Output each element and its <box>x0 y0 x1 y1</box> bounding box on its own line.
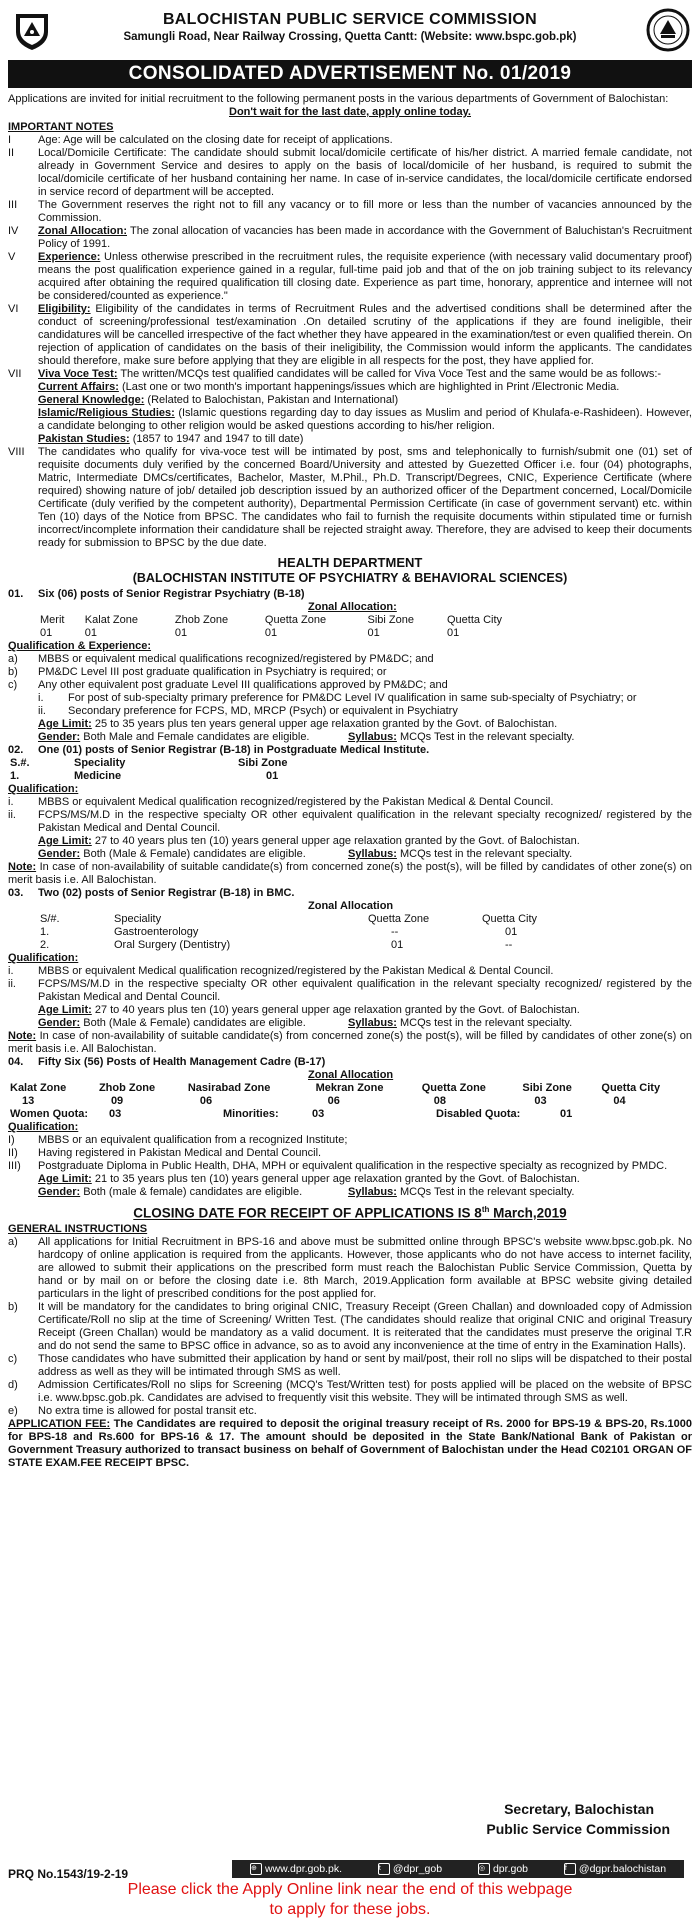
post-04-title <box>8 1056 692 1069</box>
qualification-item: II) Having registered in Pakistan Medical and Dental Council. <box>8 1147 322 1159</box>
post-number: 02. <box>8 744 24 756</box>
qualification-item: b) PM&DC Level III post graduate qualification in Psychiatry is required; or <box>8 666 387 678</box>
dpr-facebook[interactable]: f @dgpr.balochistan <box>564 1863 667 1875</box>
post-03-qualifications <box>8 965 692 1004</box>
post-03-note: Note: In case of non-availability of suitable candidate(s) from concerned zone(s) the post(s), will be filled by candidates of other zone(s) on merit basis i.e. All Balochistan. <box>8 1030 692 1055</box>
prq-number: PRQ No.1543/19-2-19 <box>8 1867 129 1881</box>
post-02-title <box>8 744 692 757</box>
zone-cell: Mekran Zone <box>315 1082 384 1094</box>
zone-cell: Quetta City <box>601 1082 661 1094</box>
zone-cell: Zhob Zone <box>98 1082 156 1094</box>
zone-cell: 01 <box>367 627 380 639</box>
post-01-sub-qualifications <box>38 692 692 718</box>
post-number: 04. <box>8 1056 24 1068</box>
general-instruction: e) No extra time is allowed for postal transit etc. <box>8 1404 257 1417</box>
intro-apply-online: Don't wait for the last date, apply online today. <box>229 106 471 118</box>
general-instructions-list <box>8 1236 692 1418</box>
facebook-icon: f <box>564 1863 576 1875</box>
post-04-zonal-table <box>8 1082 692 1108</box>
important-note: III The Government reserves the right not to fill any vacancy or to fill more or less than the number of vacancies announced by the Commission. <box>8 199 692 224</box>
zone-cell: 09 <box>110 1095 124 1107</box>
zone-cell: Merit <box>40 614 65 626</box>
twitter-icon: t <box>378 1863 390 1875</box>
general-instruction: d) Admission Certificates/Roll no slips for Screening (MCQ's Test/Written test) for posts applied will be placed on the website of BPSC i.e. www.bpsc.gob.pk. Candidates are advised to frequently visit this website. They will be intimated through SMS as well. <box>8 1378 692 1404</box>
qualification-item: I) MBBS or an equivalent qualification from a recognized Institute; <box>8 1134 348 1146</box>
post-04-age-limit: Age Limit: 21 to 35 years plus ten (10) years general upper age relaxation granted by the Govt. of Balochistan. <box>38 1173 580 1185</box>
post-01-age-limit: Age Limit: 25 to 35 years plus ten years general upper age relaxation granted by the Govt. of Balochistan. <box>38 718 558 730</box>
post-02-table: S.#. Speciality Sibi Zone 1. Medicine 01 <box>10 757 288 782</box>
sub-qualification-item: i. For post of sub-specialty primary preference for PM&DC Level IV qualification in same sub-specialty of Psychiatry; or <box>38 692 637 704</box>
zone-cell: Zhob Zone <box>174 614 229 626</box>
zone-cell: 06 <box>327 1095 340 1107</box>
post-03-age-limit: Age Limit: 27 to 40 years plus ten (10) years general upper age relaxation granted by the Govt. of Balochistan. <box>38 1004 580 1016</box>
post-04-gender-syllabus: Gender: Both (male & female) candidates are eligible. Syllabus: MCQs Test in the relevant specialty. <box>38 1186 575 1198</box>
post-03-title <box>8 887 692 900</box>
post-01-zonal-table <box>38 614 538 640</box>
post-title: Two (02) posts of Senior Registrar (B-18) in BMC. <box>38 887 295 899</box>
general-instructions-heading: GENERAL INSTRUCTIONS <box>8 1222 148 1235</box>
zone-cell: Quetta Zone <box>264 614 327 626</box>
dpr-instagram[interactable]: ◎ dpr.gob <box>478 1863 529 1875</box>
post-01-qualification-heading: Qualification & Experience: <box>8 640 152 652</box>
viva-voce-topics <box>38 381 692 446</box>
qualification-item: i. MBBS or equivalent Medical qualification recognized/registered by the Pakistan Medical & Dental Council. <box>8 965 554 977</box>
post-03-table: S/#. Speciality Quetta Zone Quetta City 1. Gastroenterology -- 01 2. Oral Surgery (Dentistry) 01 -- <box>40 913 538 951</box>
general-instruction: b) It will be mandatory for the candidates to bring original CNIC, Treasury Receipt (Green Challan) and downloaded copy of Admission Certificate/Roll no slip at the time of Screening/ Written Test. (The candidates should realize that original CNIC and original Treasury Receipt (Green Challan) would be mandatory as a valid document. It is reiterated that the candidates must preserve the original T.R and do not send the same to BPSC office in advance, so as to avoid any inconvenience at the time of entry in the Examination Halls). <box>8 1300 692 1352</box>
post-01-title <box>8 588 692 601</box>
advertisement-page <box>8 0 692 1470</box>
zone-cell: 13 <box>22 1095 35 1107</box>
important-note: VI Eligibility: Eligibility of the candidates in terms of Recruitment Rules and the advertised conditions shall be determined after the conduct of screening/professional test/examination .On detailed scrutiny of the applications if they are found ineligible, their candidatures will be cancelled irrespective of the fact whether they have appeared in the examination/test or even qualified therein. On rejection of application of candidates on the basis of their ineligibility, the Commission would inform the applicants. The candidates should therefore, make sure before applying that they are eligible in all respects for the post, they have applied for. <box>8 303 692 367</box>
viva-topic: Current Affairs: (Last one or two month's important happenings/issues which are highlighted in Print /Electronic Media. <box>38 381 620 393</box>
intro-text: Applications are invited for initial recruitment to the following permanent posts in the various departments of Government of Balochistan: <box>8 93 669 105</box>
zone-cell: 04 <box>613 1095 626 1107</box>
post-02-qualification-heading: Qualification: <box>8 783 79 795</box>
viva-topic: Islamic/Religious Studies: (Islamic questions regarding day to day issues as Muslim and period of Khulafa-e-Rashideen). However, a candidate belonging to other religion would be asked questions according to his/her religion. <box>38 407 692 432</box>
zone-cell: Nasirabad Zone <box>187 1082 271 1094</box>
important-note: I Age: Age will be calculated on the closing date for receipt of applications. <box>8 134 393 146</box>
zone-cell: 06 <box>199 1095 213 1107</box>
apply-online-notice: Please click the Apply Online link near the end of this webpage to apply for these jobs. <box>127 1881 573 1918</box>
post-number: 03. <box>8 887 24 899</box>
post-01-qualifications <box>8 653 692 692</box>
zone-cell: Sibi Zone <box>522 1082 572 1094</box>
bpsc-seal-icon <box>646 8 690 52</box>
general-instruction: c) Those candidates who have submitted their application by hand or sent by mail/post, their roll no slips will be dispatched to their postal address as well as they will be intimated through SMS as well. <box>8 1352 692 1378</box>
qualification-item: III) Postgraduate Diploma in Public Health, DHA, MPH or equivalent qualification in the respective specialty as recognized by PMDC. <box>8 1160 668 1172</box>
dpr-social-footer <box>232 1860 684 1878</box>
zone-cell: Sibi Zone <box>367 614 414 626</box>
zone-cell: 01 <box>84 627 98 639</box>
qualification-item: ii. FCPS/MS/M.D in the respective specialty OR other equivalent qualification in the relevant specialty recognized/ registered by the Pakistan Medical and Dental Council. <box>8 809 692 834</box>
post-02-qualifications <box>8 796 692 835</box>
general-instruction: a) All applications for Initial Recruitment in BPS-16 and above must be submitted online through BPSC's website www.bpsc.gob.pk. No hardcopy of online application is required from the applicants. However, those applicants who do not have access to internet facility, are allowed to submit their applications on the prescribed form must reach the Balochistan Public Service Commission, Quetta by hand or by mail on or before the closing date i.e. 8th March, 2019.Application form available at BPSC website giving detailed particulars in the light of prescribed conditions for the post applied for. <box>8 1235 692 1300</box>
post-04-quotas: Women Quota: 03 Minorities: 03 Disabled Quota: 01 <box>10 1108 573 1120</box>
important-note: IV Zonal Allocation: The zonal allocation of vacancies has been made in accordance with the Government of Baluchistan's Recruitment Policy of 1991. <box>8 225 692 250</box>
commission-address: Samungli Road, Near Railway Crossing, Quetta Cantt: (Website: www.bspc.gob.pk) <box>123 31 577 43</box>
note-number: VIII <box>8 446 25 458</box>
zone-cell: 01 <box>264 627 278 639</box>
commission-title: BALOCHISTAN PUBLIC SERVICE COMMISSION <box>162 11 538 28</box>
post-01-gender-syllabus: Gender: Both Male and Female candidates are eligible. Syllabus: MCQs Test in the relevant specialty. <box>38 731 575 743</box>
post-title: Six (06) posts of Senior Registrar Psychiatry (B-18) <box>38 588 305 600</box>
post-04-qualification-heading: Qualification: <box>8 1121 79 1133</box>
qualification-item: c) Any other equivalent post graduate Level III qualifications approved by PM&DC; and <box>8 679 448 691</box>
note-text: The candidates who qualify for viva-voce test will be intimated by post, sms and telephonically to furnish/submit one (01) set of requisite documents duly verified by the concerned Board/University and attested by Guezetted Officer i.e. four (04) photographs, Matric, Intermediate DMCs/certificates, Bachelor, Master, M.Phil., Ph.D. Transcript/Degrees, CNIC, Experience Certificate (where required) showing nature of job/ detailed job description issued by an authorized officer of the Department concerned, Local/Domicile Certificate (duly verified by the competent authority), Departmental Permission Certificate (in case of government servant) etc. within Ten (10) days of the Notice from BPSC. The candidates who fail to furnish the requisite documents within stipulated time or furnish incorrect/incomplete information their candidature shall be rejected straight away. Therefore, they are advised to keep their documents ready for submission to BPSC by the due date. <box>38 446 692 549</box>
closing-date: CLOSING DATE FOR RECEIPT OF APPLICATIONS IS 8th March,2019 <box>133 1205 567 1221</box>
header <box>8 6 692 58</box>
zone-cell: Quetta City <box>447 614 503 626</box>
important-note: V Experience: Unless otherwise prescribed in the recruitment rules, the requisite experience (with necessary valid documentary proof) means the post qualification experience gained in a regular, full-time paid job and that of the on job training subject to its relevancy acquired after obtaining the required qualification till closing date. Experience as part time, honorary, apprentice and internee will not be considered/counted as experience." <box>8 251 692 302</box>
post-03-gender-syllabus: Gender: Both (Male & Female) candidates are eligible. Syllabus: MCQs test in the relevant specialty. <box>38 1017 573 1029</box>
application-fee: APPLICATION FEE: The Candidates are required to deposit the original treasury receipt of Rs. 2000 for BPS-19 & BPS-20, Rs.1000 for BPS-18 and Rs.600 for BPS-16 & 17. The amount should be deposited in the State Bank/National Bank of Pakistan or Government Treasury authorized to transact business on behalf of Government of Balochistan under the Head C02101 ORGAN OF STATE EXAM.FEE RECEIPT BPSC. <box>8 1417 692 1469</box>
post-02-age-limit: Age Limit: 27 to 40 years plus ten (10) years general upper age relaxation granted by the Govt. of Balochistan. <box>38 835 580 847</box>
note-viii <box>8 446 692 550</box>
zone-cell: Kalat Zone <box>84 614 138 626</box>
qualification-item: a) MBBS or equivalent medical qualifications recognized/registered by PM&DC; and <box>8 653 434 665</box>
zone-cell: 01 <box>447 627 460 639</box>
qualification-item: ii. FCPS/MS/M.D in the respective specialty OR other equivalent qualification in the relevant specialty recognized/ registered by the Pakistan Medical and Dental Council. <box>8 978 692 1003</box>
advertisement-banner: CONSOLIDATED ADVERTISEMENT No. 01/2019 <box>8 60 692 88</box>
zone-cell: 03 <box>534 1095 547 1107</box>
dpr-website[interactable]: ⊕ www.dpr.gob.pk. <box>250 1863 342 1875</box>
qualification-item: i. MBBS or equivalent Medical qualification recognized/registered by the Pakistan Medical & Dental Council. <box>8 796 554 808</box>
sub-qualification-item: ii. Secondary preference for FCPS, MD, MRCP (Psych) or equivalent in Psychiatry <box>38 705 458 717</box>
zone-cell: 01 <box>174 627 188 639</box>
department-heading: HEALTH DEPARTMENT <box>277 555 423 570</box>
zone-cell: Kalat Zone <box>10 1082 67 1094</box>
post-03-zonal-label: Zonal Allocation <box>308 900 394 912</box>
post-02-gender-syllabus: Gender: Both (Male & Female) candidates are eligible. Syllabus: MCQs test in the relevant specialty. <box>38 848 573 860</box>
important-notes-heading: IMPORTANT NOTES <box>8 121 114 133</box>
viva-topic: Pakistan Studies: (1857 to 1947 and 1947 to till date) <box>38 433 304 445</box>
post-01-zonal-label: Zonal Allocation: <box>308 601 397 613</box>
secretary-signature: Secretary, Balochistan Public Service Commission <box>486 1801 670 1837</box>
important-note: VII Viva Voce Test: The written/MCQs test qualified candidates will be called for Viva Voce Test and the same would be as follows:- <box>8 368 662 380</box>
post-04-zonal-label: Zonal Allocation <box>308 1069 394 1081</box>
post-title: One (01) posts of Senior Registrar (B-18) in Postgraduate Medical Institute. <box>38 744 430 756</box>
zone-cell: Quetta Zone <box>421 1082 486 1094</box>
instagram-icon: ◎ <box>478 1863 490 1875</box>
institute-heading: (BALOCHISTAN INSTITUTE OF PSYCHIATRY & BEHAVIORAL SCIENCES) <box>132 571 568 585</box>
zone-cell: 08 <box>433 1095 446 1107</box>
dpr-twitter[interactable]: t @dpr_gob <box>378 1863 443 1875</box>
viva-topic: General Knowledge: (Related to Balochistan, Pakistan and International) <box>38 394 399 406</box>
post-03-qualification-heading: Qualification: <box>8 952 79 964</box>
post-04-qualifications <box>8 1134 692 1173</box>
important-notes-list <box>8 134 692 381</box>
zone-cell: 01 <box>40 627 53 639</box>
post-02-note: Note: In case of non-availability of suitable candidate(s) from concerned zone(s) the post(s), will be filled by candidates of other zone(s) on merit basis i.e. All Balochistan. <box>8 861 692 886</box>
globe-icon: ⊕ <box>250 1863 262 1875</box>
post-number: 01. <box>8 588 24 600</box>
important-note: II Local/Domicile Certificate: The candidate should submit local/domicile certificate of his/her district. A married female candidate, not already in Government Service and desires to apply on the basis of local/domicile of her husband, is required to submit the local/domicile certificate of her husband containing her name. In case of in-service candidates, the local/domicile certificate endorsed in service record of department will be accepted. <box>8 147 692 198</box>
balochistan-emblem-icon <box>10 8 54 52</box>
post-title: Fifty Six (56) Posts of Health Management Cadre (B-17) <box>38 1056 326 1068</box>
